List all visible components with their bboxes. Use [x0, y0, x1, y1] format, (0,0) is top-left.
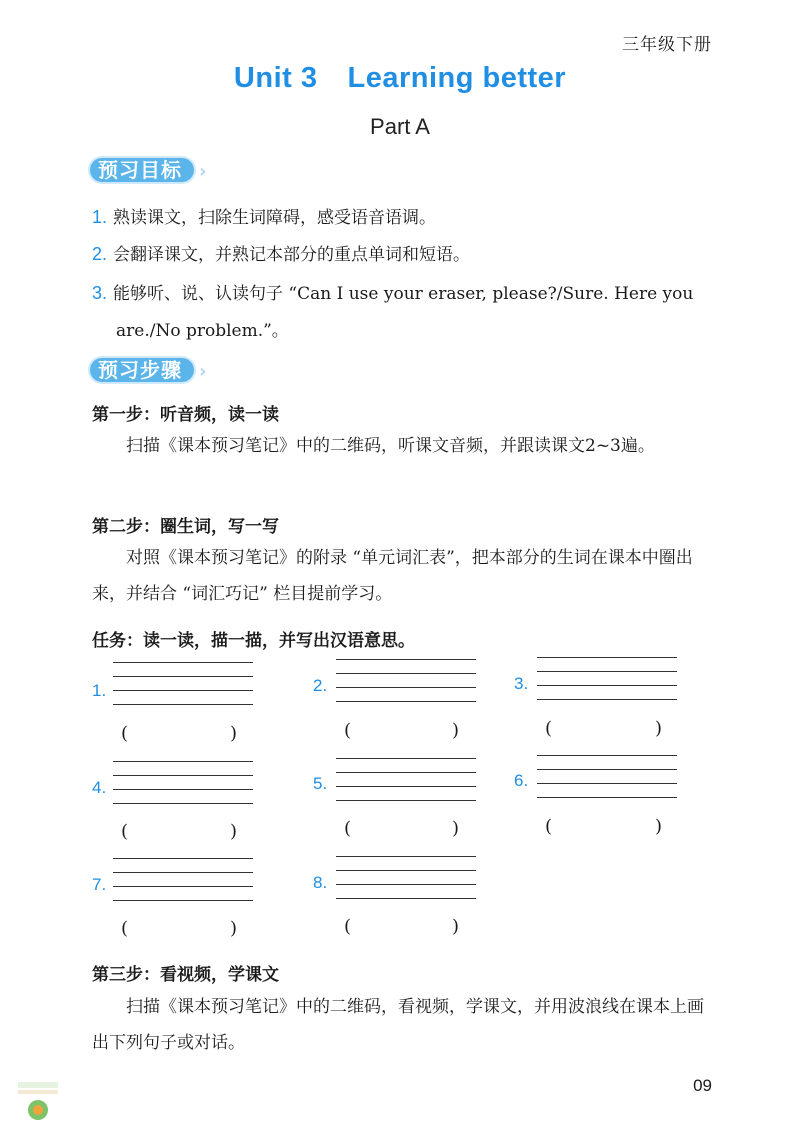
writing-lines[interactable]: [537, 755, 677, 799]
answer-paren-right: ): [230, 918, 238, 939]
goal-text: 熟读课文，扫除生词障碍，感受语音语调。: [113, 208, 437, 228]
word-number: 2.: [313, 676, 328, 695]
steps-badge-wrap: [90, 355, 207, 385]
word-number: 6.: [514, 771, 529, 790]
writing-lines[interactable]: [113, 858, 253, 902]
step1-title: 第一步：听音频，读一读: [92, 405, 279, 425]
answer-paren-right: ): [452, 916, 460, 937]
unit-name: Learning better: [347, 62, 567, 94]
writing-lines[interactable]: [537, 657, 677, 701]
page-number: 09: [693, 1076, 712, 1095]
step3-text: 扫描《课本预习笔记》中的二维码，看视频，学课文，并用波浪线在课本上画出下列句子或对话。: [92, 997, 704, 1053]
goal-number: 2.: [92, 244, 108, 264]
task-title: 任务：读一读，描一描，并写出汉语意思。: [92, 631, 415, 651]
unit-number: Unit 3: [233, 62, 318, 94]
step3-title: 第三步：看视频，学课文: [92, 965, 279, 985]
goals-badge: 预习目标: [90, 158, 194, 182]
word-number: 4.: [92, 778, 107, 797]
word-number: 7.: [92, 875, 107, 894]
answer-paren-left: (: [344, 818, 352, 839]
step2-title: 第二步：圈生词，写一写: [92, 517, 279, 537]
goals-badge-wrap: [90, 155, 207, 185]
step2-text: 对照《课本预习笔记》的附录 “单元词汇表”，把本部分的生词在课本中圈出来，并结合 “词汇巧记” 栏目提前学习。: [92, 548, 693, 604]
answer-paren-left: (: [121, 723, 129, 744]
goal-item-3: [92, 279, 732, 304]
writing-lines[interactable]: [113, 662, 253, 706]
answer-paren-left: (: [344, 916, 352, 937]
writing-lines[interactable]: [113, 761, 253, 805]
writing-lines[interactable]: [336, 659, 476, 703]
writing-lines[interactable]: [336, 856, 476, 900]
goal-number: 3.: [92, 283, 108, 303]
word-number: 1.: [92, 681, 107, 700]
unit-title: [0, 62, 800, 95]
chevron-right-icon: ›: [199, 161, 207, 182]
word-number: 3.: [514, 674, 529, 693]
goal-item-1: [92, 203, 436, 228]
grade-label: 三年级下册: [622, 35, 712, 55]
answer-paren-left: (: [121, 821, 129, 842]
goal-text: 会翻译课文，并熟记本部分的重点单词和短语。: [113, 245, 471, 265]
answer-paren-right: ): [230, 821, 238, 842]
word-number: 8.: [313, 873, 328, 892]
steps-badge: 预习步骤: [90, 358, 194, 382]
goal-item-3-continued: are./No problem.”。: [116, 321, 289, 341]
answer-paren-right: ): [655, 718, 663, 739]
goal-item-2: [92, 240, 470, 265]
chevron-right-icon: ›: [199, 361, 207, 382]
goal-number: 1.: [92, 207, 108, 227]
answer-paren-right: ): [452, 818, 460, 839]
answer-paren-left: (: [545, 816, 553, 837]
publisher-logo: [16, 1080, 60, 1124]
word-number: 5.: [313, 774, 328, 793]
answer-paren-right: ): [655, 816, 663, 837]
answer-paren-left: (: [545, 718, 553, 739]
answer-paren-left: (: [344, 720, 352, 741]
answer-paren-left: (: [121, 918, 129, 939]
step1-text: 扫描《课本预习笔记》中的二维码，听课文音频，并跟读课文2~3遍。: [126, 436, 655, 456]
answer-paren-right: ): [452, 720, 460, 741]
answer-paren-right: ): [230, 723, 238, 744]
part-title: Part A: [370, 114, 430, 139]
writing-lines[interactable]: [336, 758, 476, 802]
goal-text: 能够听、说、认读句子 “Can I use your eraser, please?/Sure. Here you: [113, 284, 694, 304]
